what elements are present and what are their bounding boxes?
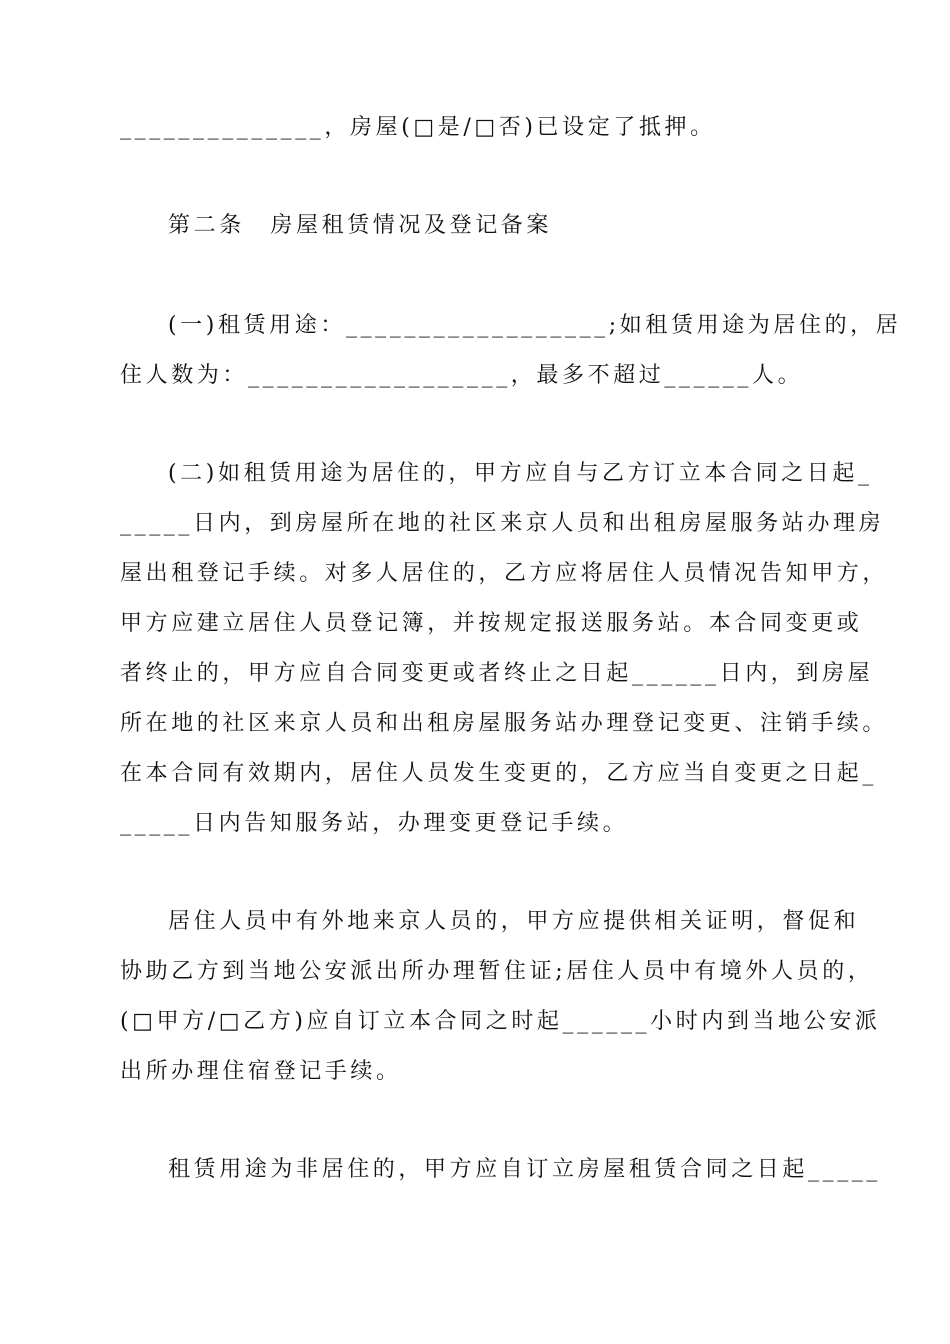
paragraph-2-line-7: 在本合同有效期内，居住人员发生变更的，乙方应当自变更之日起_ bbox=[120, 761, 878, 786]
paragraph-2-line-1: (二)如租赁用途为居住的，甲方应自与乙方订立本合同之日起_ bbox=[168, 461, 873, 486]
paragraph-3-line-1: 居住人员中有外地来京人员的，甲方应提供相关证明，督促和 bbox=[168, 909, 860, 934]
paragraph-1-line-2: 住人数为：__________________，最多不超过______人。 bbox=[120, 363, 804, 388]
paragraph-4-line-1: 租赁用途为非居住的，甲方应自订立房屋租赁合同之日起_____ bbox=[168, 1157, 882, 1182]
paragraph-2-line-3: 屋出租登记手续。对多人居住的，乙方应将居住人员情况告知甲方， bbox=[120, 561, 889, 586]
paragraph-3-line-3: (□甲方/□乙方)应自订立本合同之时起______小时内到当地公安派 bbox=[120, 1009, 881, 1034]
paragraph-1-line-1: (一)租赁用途：__________________;如租赁用途为居住的，居 bbox=[168, 313, 902, 338]
paragraph-2-line-2: _____日内，到房屋所在地的社区来京人员和出租房屋服务站办理房 bbox=[120, 511, 885, 536]
paragraph-2-line-4: 甲方应建立居住人员登记簿，并按规定报送服务站。本合同变更或 bbox=[120, 611, 863, 636]
paragraph-3-line-2: 协助乙方到当地公安派出所办理暂住证;居住人员中有境外人员的， bbox=[120, 959, 874, 984]
paragraph-3-line-4: 出所办理住宿登记手续。 bbox=[120, 1059, 402, 1084]
paragraph-2-line-5: 者终止的，甲方应自合同变更或者终止之日起______日内，到房屋 bbox=[120, 661, 874, 686]
paragraph-2-line-6: 所在地的社区来京人员和出租房屋服务站办理登记变更、注销手续。 bbox=[120, 711, 889, 736]
text-line-mortgage: ______________，房屋(□是/□否)已设定了抵押。 bbox=[120, 115, 716, 140]
paragraph-2-line-8: _____日内告知服务站，办理变更登记手续。 bbox=[120, 811, 629, 836]
section-heading-article-2: 第二条 房屋租赁情况及登记备案 bbox=[168, 213, 553, 238]
